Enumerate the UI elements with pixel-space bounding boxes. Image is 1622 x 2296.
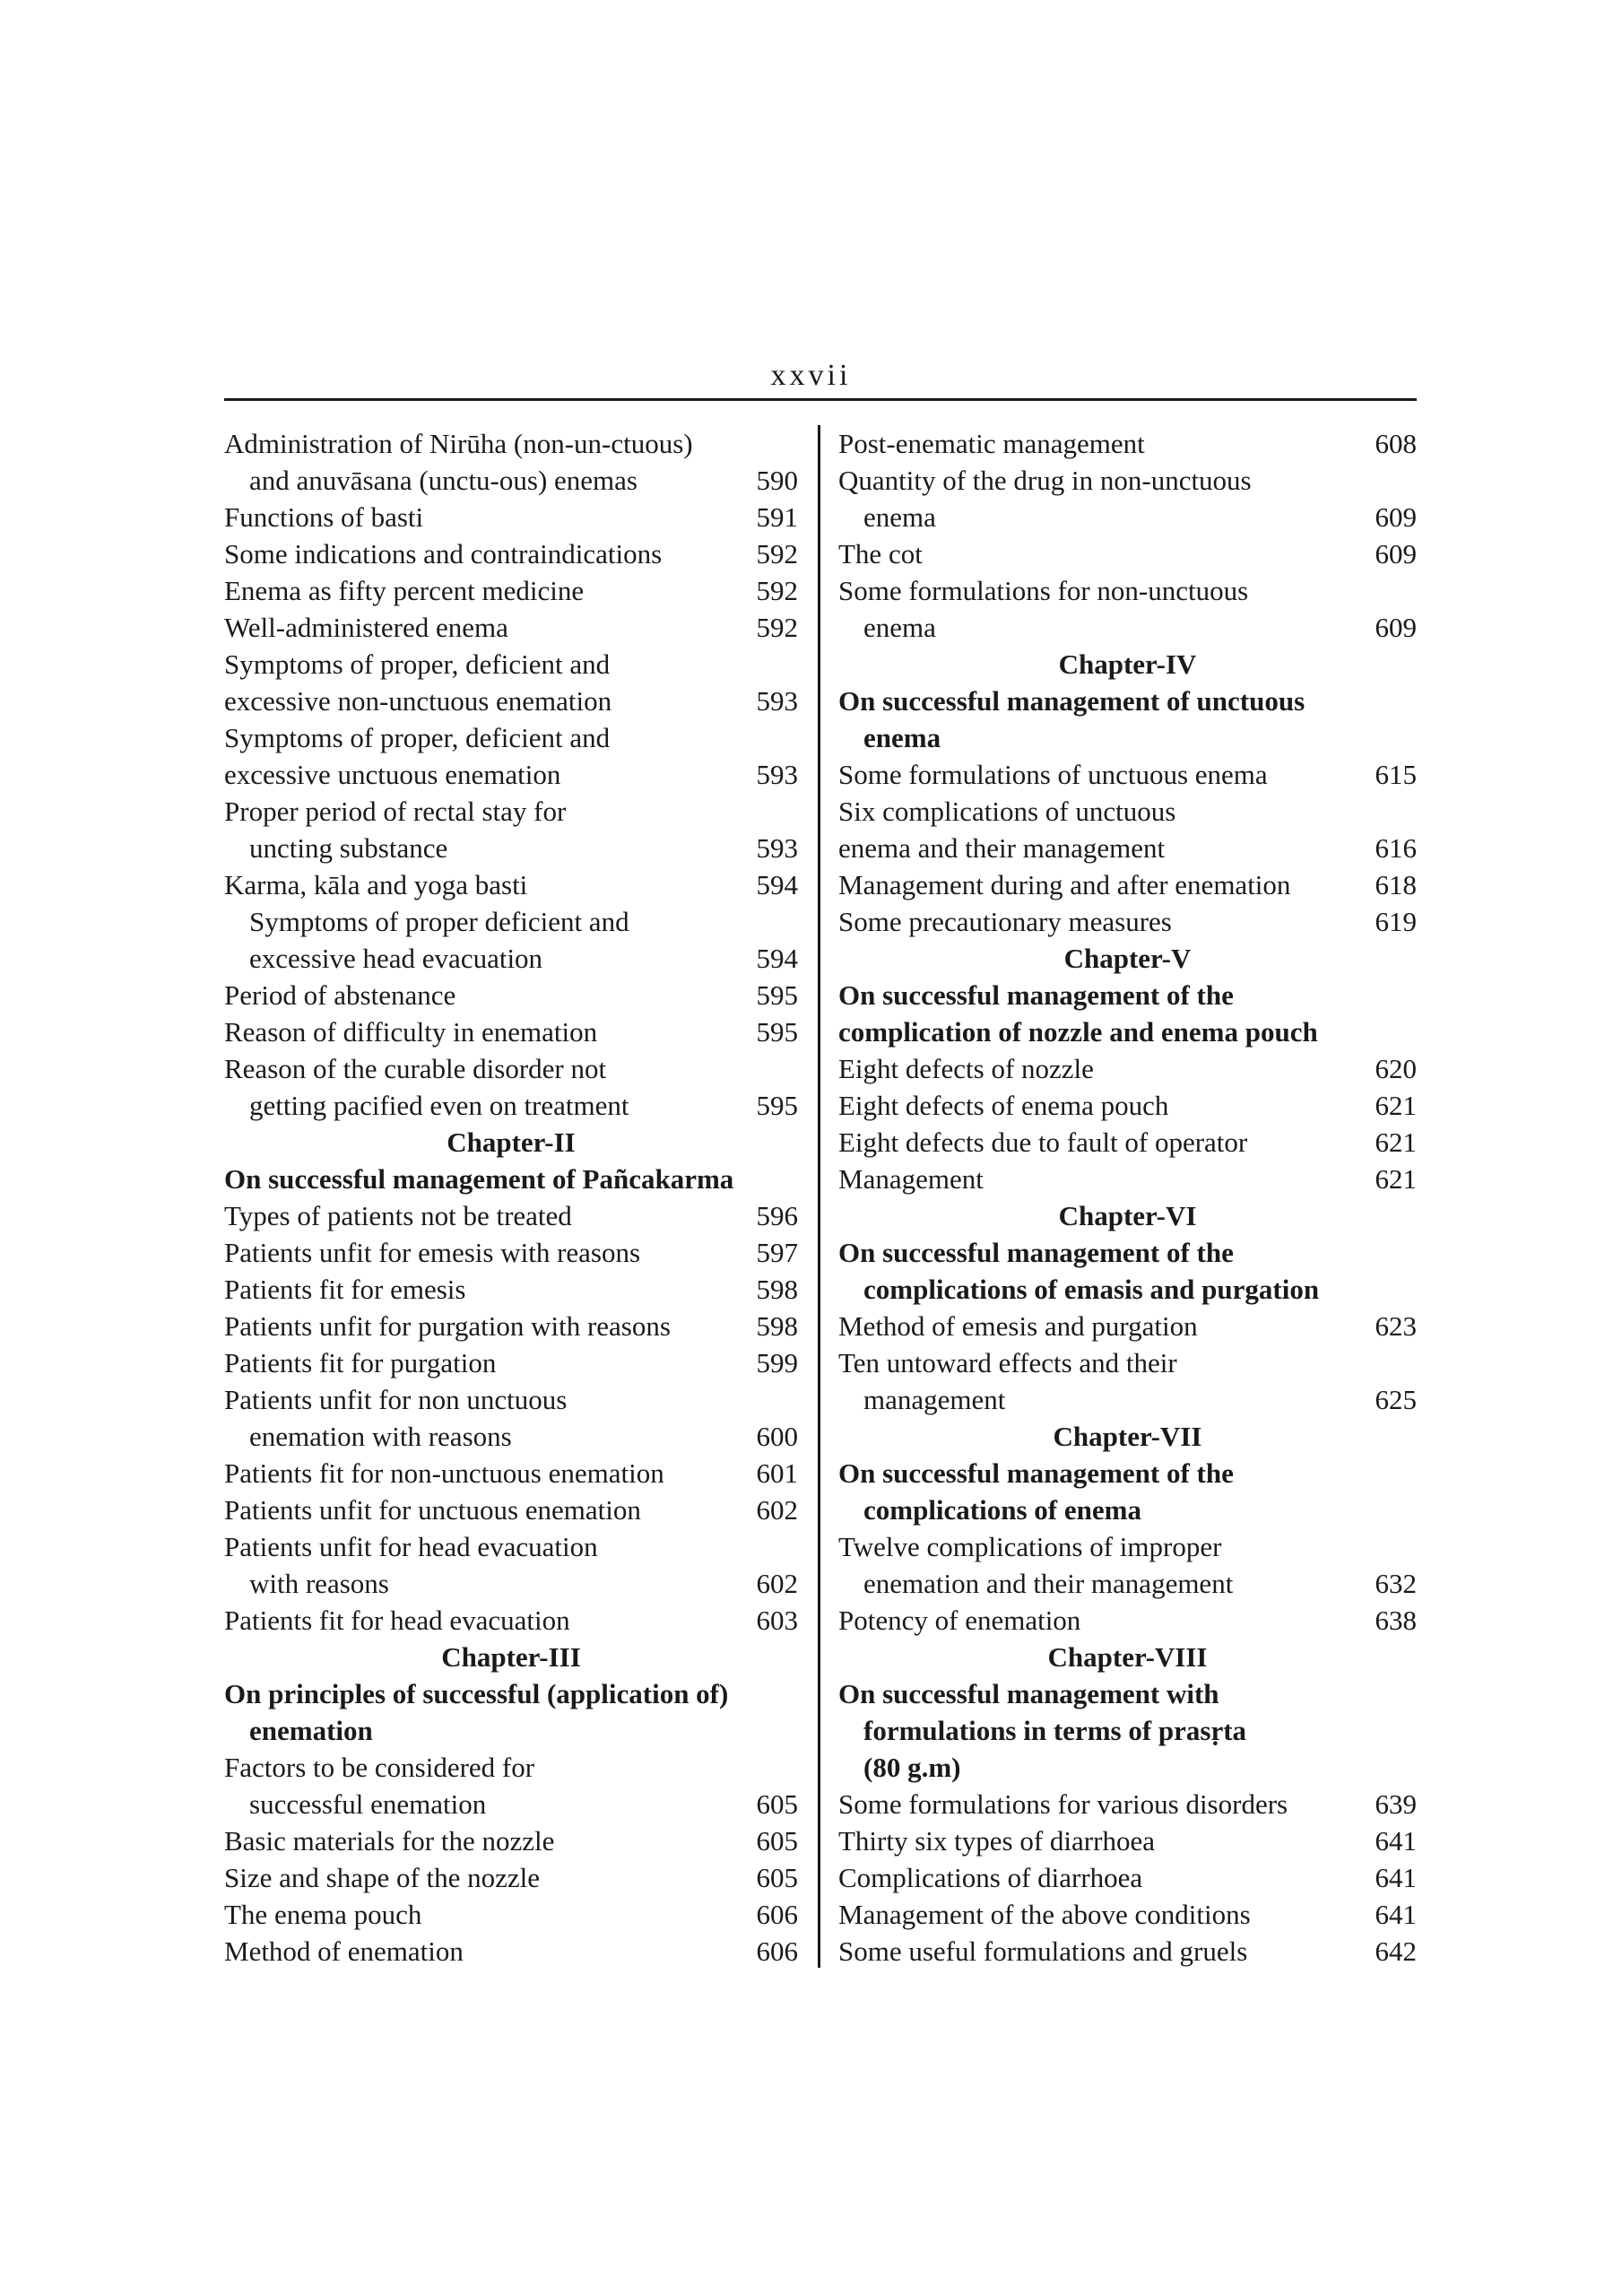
toc-entry: [838, 1822, 1417, 1859]
toc-entry-page: 597: [756, 1237, 798, 1268]
toc-entry: [224, 1859, 798, 1896]
toc-entry-title: Eight defects of nozzle: [838, 1053, 1094, 1084]
toc-entry-title: Basic materials for the nozzle: [224, 1825, 555, 1857]
toc-entry: [224, 1271, 798, 1308]
toc-entry-title: Some indications and contraindications: [224, 538, 663, 570]
chapter-title: Chapter-VI: [1058, 1200, 1197, 1231]
toc-entry-title: Functions of basti: [224, 501, 424, 533]
toc-entry: [838, 1124, 1417, 1161]
toc-entry: [838, 572, 1417, 609]
toc-entry: [838, 1344, 1417, 1381]
toc-entry: [224, 1455, 798, 1492]
toc-entry: [224, 1933, 798, 1970]
toc-entry-title: The enema pouch: [224, 1899, 422, 1930]
chapter-heading: On successful management of Pañcakarma: [224, 1163, 734, 1195]
toc-entry-page: 594: [756, 943, 798, 974]
toc-entry-page: 606: [756, 1899, 798, 1930]
toc-entry-page: 598: [756, 1274, 798, 1305]
toc-entry-page: 591: [756, 501, 798, 533]
chapter-heading: enemation: [249, 1715, 373, 1746]
toc-entry: [838, 1896, 1417, 1933]
toc-entry-title: enema: [863, 501, 936, 533]
toc-entry-title: Method of enemation: [224, 1935, 464, 1967]
chapter-heading: complications of emasis and purgation: [863, 1274, 1320, 1305]
chapter-heading: On principles of successful (application of): [224, 1678, 729, 1709]
toc-entry-page: 602: [756, 1568, 798, 1599]
toc-entry-title: Patients unfit for unctuous enemation: [224, 1494, 641, 1526]
toc-entry-title: Some formulations of unctuous enema: [838, 759, 1268, 790]
toc-entry: [838, 1565, 1417, 1602]
toc-entry-title: Patients unfit for non unctuous: [224, 1384, 568, 1415]
toc-entry-page: 592: [756, 538, 798, 570]
toc-entry: [224, 1087, 798, 1124]
toc-entry-title: Enema as fifty percent medicine: [224, 575, 585, 606]
toc-entry-title: enemation with reasons: [249, 1421, 512, 1452]
chapter-heading: On successful management of the: [838, 1237, 1234, 1268]
toc-entry-page: 641: [1375, 1899, 1417, 1930]
toc-entry: [224, 830, 798, 866]
toc-entry: [224, 1234, 798, 1271]
toc-entry-title: Well-administered enema: [224, 612, 508, 643]
toc-entry-page: 592: [756, 612, 798, 643]
toc-entry-title: excessive unctuous enemation: [224, 759, 561, 790]
toc-entry: [224, 719, 798, 756]
toc-entry: [838, 535, 1417, 572]
chapter-title: Chapter-VIII: [1047, 1641, 1208, 1673]
toc-entry-title: Types of patients not be treated: [224, 1200, 572, 1231]
toc-entry-page: 598: [756, 1310, 798, 1342]
toc-entry-title: excessive non-unctuous enemation: [224, 685, 612, 717]
toc-entry-title: Method of emesis and purgation: [838, 1310, 1198, 1342]
toc-entry-page: 592: [756, 575, 798, 606]
toc-entry-title: management: [863, 1384, 1006, 1415]
toc-entry: [224, 866, 798, 903]
toc-entry-page: 620: [1375, 1053, 1417, 1084]
chapter-title: Chapter-IV: [1058, 648, 1197, 680]
toc-entry-title: Twelve complications of improper: [838, 1531, 1222, 1562]
toc-entry-page: 593: [756, 832, 798, 864]
chapter-heading: (80 g.m): [863, 1752, 961, 1783]
toc-entry: [224, 499, 798, 535]
toc-entry-title: uncting substance: [249, 832, 448, 864]
toc-entry-page: 625: [1375, 1384, 1417, 1415]
toc-entry: [224, 1418, 798, 1455]
chapter-title: Chapter-V: [1063, 943, 1192, 974]
toc-entry: [224, 646, 798, 683]
toc-entry-title: Management of the above conditions: [838, 1899, 1251, 1930]
toc-entry-title: Eight defects due to fault of operator: [838, 1126, 1248, 1158]
header-rule: [224, 398, 1417, 401]
toc-entry-title: Management during and after enemation: [838, 869, 1291, 900]
toc-entry-title: Period of abstenance: [224, 979, 456, 1011]
toc-entry-page: 642: [1375, 1935, 1417, 1967]
column-divider: [818, 425, 820, 1968]
toc-entry-page: 605: [756, 1825, 798, 1857]
toc-entry-page: 609: [1375, 501, 1417, 533]
toc-entry: [838, 756, 1417, 793]
toc-entry: [224, 903, 798, 940]
toc-entry: [838, 866, 1417, 903]
toc-entry: [224, 609, 798, 646]
toc-entry: [224, 425, 798, 462]
toc-entry-page: 605: [756, 1862, 798, 1893]
toc-entry-title: enema: [863, 612, 936, 643]
toc-entry-page: 596: [756, 1200, 798, 1231]
toc-entry-title: The cot: [838, 538, 923, 570]
toc-entry-title: Patients fit for purgation: [224, 1347, 497, 1378]
toc-entry: [224, 1602, 798, 1639]
toc-entry-page: 632: [1375, 1568, 1417, 1599]
chapter-heading: formulations in terms of prasṛta: [863, 1715, 1247, 1746]
toc-entry-page: 600: [756, 1421, 798, 1452]
chapter-heading: enema: [863, 722, 941, 753]
toc-entry-title: Patients unfit for emesis with reasons: [224, 1237, 641, 1268]
toc-entry-page: 609: [1375, 612, 1417, 643]
toc-right-column: [838, 425, 1417, 1970]
chapter-title: Chapter-III: [441, 1641, 581, 1673]
toc-entry: [224, 1749, 798, 1786]
toc-entry: [838, 793, 1417, 830]
toc-entry-page: 602: [756, 1494, 798, 1526]
toc-entry-title: Post-enematic management: [838, 428, 1145, 459]
toc-entry-title: Potency of enemation: [838, 1605, 1081, 1636]
toc-entry: [224, 1822, 798, 1859]
toc-entry-title: Quantity of the drug in non-unctuous: [838, 465, 1252, 496]
toc-entry: [224, 1381, 798, 1418]
toc-entry-page: 594: [756, 869, 798, 900]
toc-entry-title: Patients unfit for purgation with reasons: [224, 1310, 671, 1342]
toc-entry-page: 621: [1375, 1090, 1417, 1121]
toc-entry-title: Administration of Nirūha (non-un-ctuous): [224, 428, 693, 459]
toc-entry-page: 593: [756, 685, 798, 717]
toc-entry-title: getting pacified even on treatment: [249, 1090, 629, 1121]
toc-entry: [224, 1013, 798, 1050]
toc-entry-page: 595: [756, 979, 798, 1011]
toc-entry: [224, 1197, 798, 1234]
toc-entry-title: excessive head evacuation: [249, 943, 543, 974]
toc-entry-title: Size and shape of the nozzle: [224, 1862, 541, 1893]
toc-entry: [838, 1050, 1417, 1087]
toc-entry-page: 621: [1375, 1126, 1417, 1158]
toc-entry: [224, 1565, 798, 1602]
toc-entry-page: 609: [1375, 538, 1417, 570]
toc-entry: [838, 1381, 1417, 1418]
toc-entry-page: 606: [756, 1935, 798, 1967]
toc-entry-page: 621: [1375, 1163, 1417, 1195]
toc-entry-page: 615: [1375, 759, 1417, 790]
chapter-heading: On successful management of the: [838, 979, 1234, 1011]
toc-entry: [224, 977, 798, 1013]
toc-entry: [838, 830, 1417, 866]
toc-entry-page: 641: [1375, 1862, 1417, 1893]
toc-entry: [224, 1896, 798, 1933]
toc-entry-title: Reason of difficulty in enemation: [224, 1016, 598, 1048]
toc-entry: [838, 1161, 1417, 1197]
toc-entry-page: 590: [756, 465, 798, 496]
toc-entry: [224, 683, 798, 719]
chapter-heading: On successful management with: [838, 1678, 1219, 1709]
toc-entry: [838, 499, 1417, 535]
toc-entry-title: Some formulations for various disorders: [838, 1788, 1288, 1820]
toc-entry: [224, 940, 798, 977]
toc-entry-page: 605: [756, 1788, 798, 1820]
toc-entry: [838, 1859, 1417, 1896]
page-number: xxvii: [770, 359, 852, 392]
toc-entry-title: and anuvāsana (unctu-ous) enemas: [249, 465, 638, 496]
toc-entry-title: Karma, kāla and yoga basti: [224, 869, 528, 900]
toc-entry-title: enema and their management: [838, 832, 1166, 864]
toc-entry-title: Some useful formulations and gruels: [838, 1935, 1248, 1967]
toc-entry-title: Symptoms of proper deficient and: [249, 906, 629, 937]
toc-entry-title: Thirty six types of diarrhoea: [838, 1825, 1155, 1857]
toc-entry-title: Patients fit for head evacuation: [224, 1605, 570, 1636]
toc-entry-page: 616: [1375, 832, 1417, 864]
toc-entry-title: with reasons: [249, 1568, 389, 1599]
toc-entry-title: Some precautionary measures: [838, 906, 1172, 937]
toc-entry-title: Management: [838, 1163, 984, 1195]
toc-entry: [224, 1308, 798, 1344]
toc-entry: [838, 1602, 1417, 1639]
toc-entry-title: successful enemation: [249, 1788, 487, 1820]
toc-entry-title: Some formulations for non-unctuous: [838, 575, 1249, 606]
toc-entry: [838, 1786, 1417, 1822]
toc-entry-page: 619: [1375, 906, 1417, 937]
toc-left-column: [224, 425, 798, 1970]
toc-entry: [838, 1933, 1417, 1970]
toc-entry: [224, 572, 798, 609]
toc-entry-page: 623: [1375, 1310, 1417, 1342]
toc-entry-title: Ten untoward effects and their: [838, 1347, 1177, 1378]
toc-entry-title: Reason of the curable disorder not: [224, 1053, 607, 1084]
chapter-heading: On successful management of unctuous: [838, 685, 1305, 717]
toc-entry-title: Factors to be considered for: [224, 1752, 535, 1783]
toc-entry: [838, 1528, 1417, 1565]
chapter-heading: complication of nozzle and enema pouch: [838, 1016, 1318, 1048]
toc-entry-title: Symptoms of proper, deficient and: [224, 722, 611, 753]
toc-entry-page: 618: [1375, 869, 1417, 900]
toc-entry: [224, 462, 798, 499]
toc-entry: [838, 462, 1417, 499]
toc-entry-page: 601: [756, 1457, 798, 1489]
toc-entry-title: Six complications of unctuous: [838, 796, 1176, 827]
toc-entry-title: Patients unfit for head evacuation: [224, 1531, 598, 1562]
toc-entry-title: Patients fit for non-unctuous enemation: [224, 1457, 664, 1489]
toc-entry-title: Eight defects of enema pouch: [838, 1090, 1169, 1121]
toc-entry-page: 595: [756, 1090, 798, 1121]
toc-entry: [838, 1308, 1417, 1344]
toc-entry: [838, 425, 1417, 462]
toc-entry-title: Patients fit for emesis: [224, 1274, 466, 1305]
toc-entry: [224, 1492, 798, 1528]
toc-entry-page: 603: [756, 1605, 798, 1636]
toc-entry: [224, 535, 798, 572]
toc-entry-page: 608: [1375, 428, 1417, 459]
toc-entry: [224, 1344, 798, 1381]
toc-entry-page: 599: [756, 1347, 798, 1378]
toc-entry: [838, 609, 1417, 646]
toc-entry-page: 638: [1375, 1605, 1417, 1636]
chapter-heading: On successful management of the: [838, 1457, 1234, 1489]
chapter-title: Chapter-VII: [1053, 1421, 1202, 1452]
toc-entry-title: enemation and their management: [863, 1568, 1234, 1599]
toc-entry: [224, 1528, 798, 1565]
toc-entry-page: 595: [756, 1016, 798, 1048]
toc-entry-page: 593: [756, 759, 798, 790]
toc-entry: [224, 1050, 798, 1087]
toc-entry-title: Proper period of rectal stay for: [224, 796, 567, 827]
chapter-heading: complications of enema: [863, 1494, 1141, 1526]
toc-entry-page: 641: [1375, 1825, 1417, 1857]
toc-entry: [224, 756, 798, 793]
chapter-title: Chapter-II: [447, 1126, 576, 1158]
toc-entry: [838, 1087, 1417, 1124]
toc-entry: [224, 793, 798, 830]
toc-entry: [224, 1786, 798, 1822]
toc-entry-title: Complications of diarrhoea: [838, 1862, 1143, 1893]
toc-entry-title: Symptoms of proper, deficient and: [224, 648, 611, 680]
toc-entry-page: 639: [1375, 1788, 1417, 1820]
toc-entry: [838, 903, 1417, 940]
